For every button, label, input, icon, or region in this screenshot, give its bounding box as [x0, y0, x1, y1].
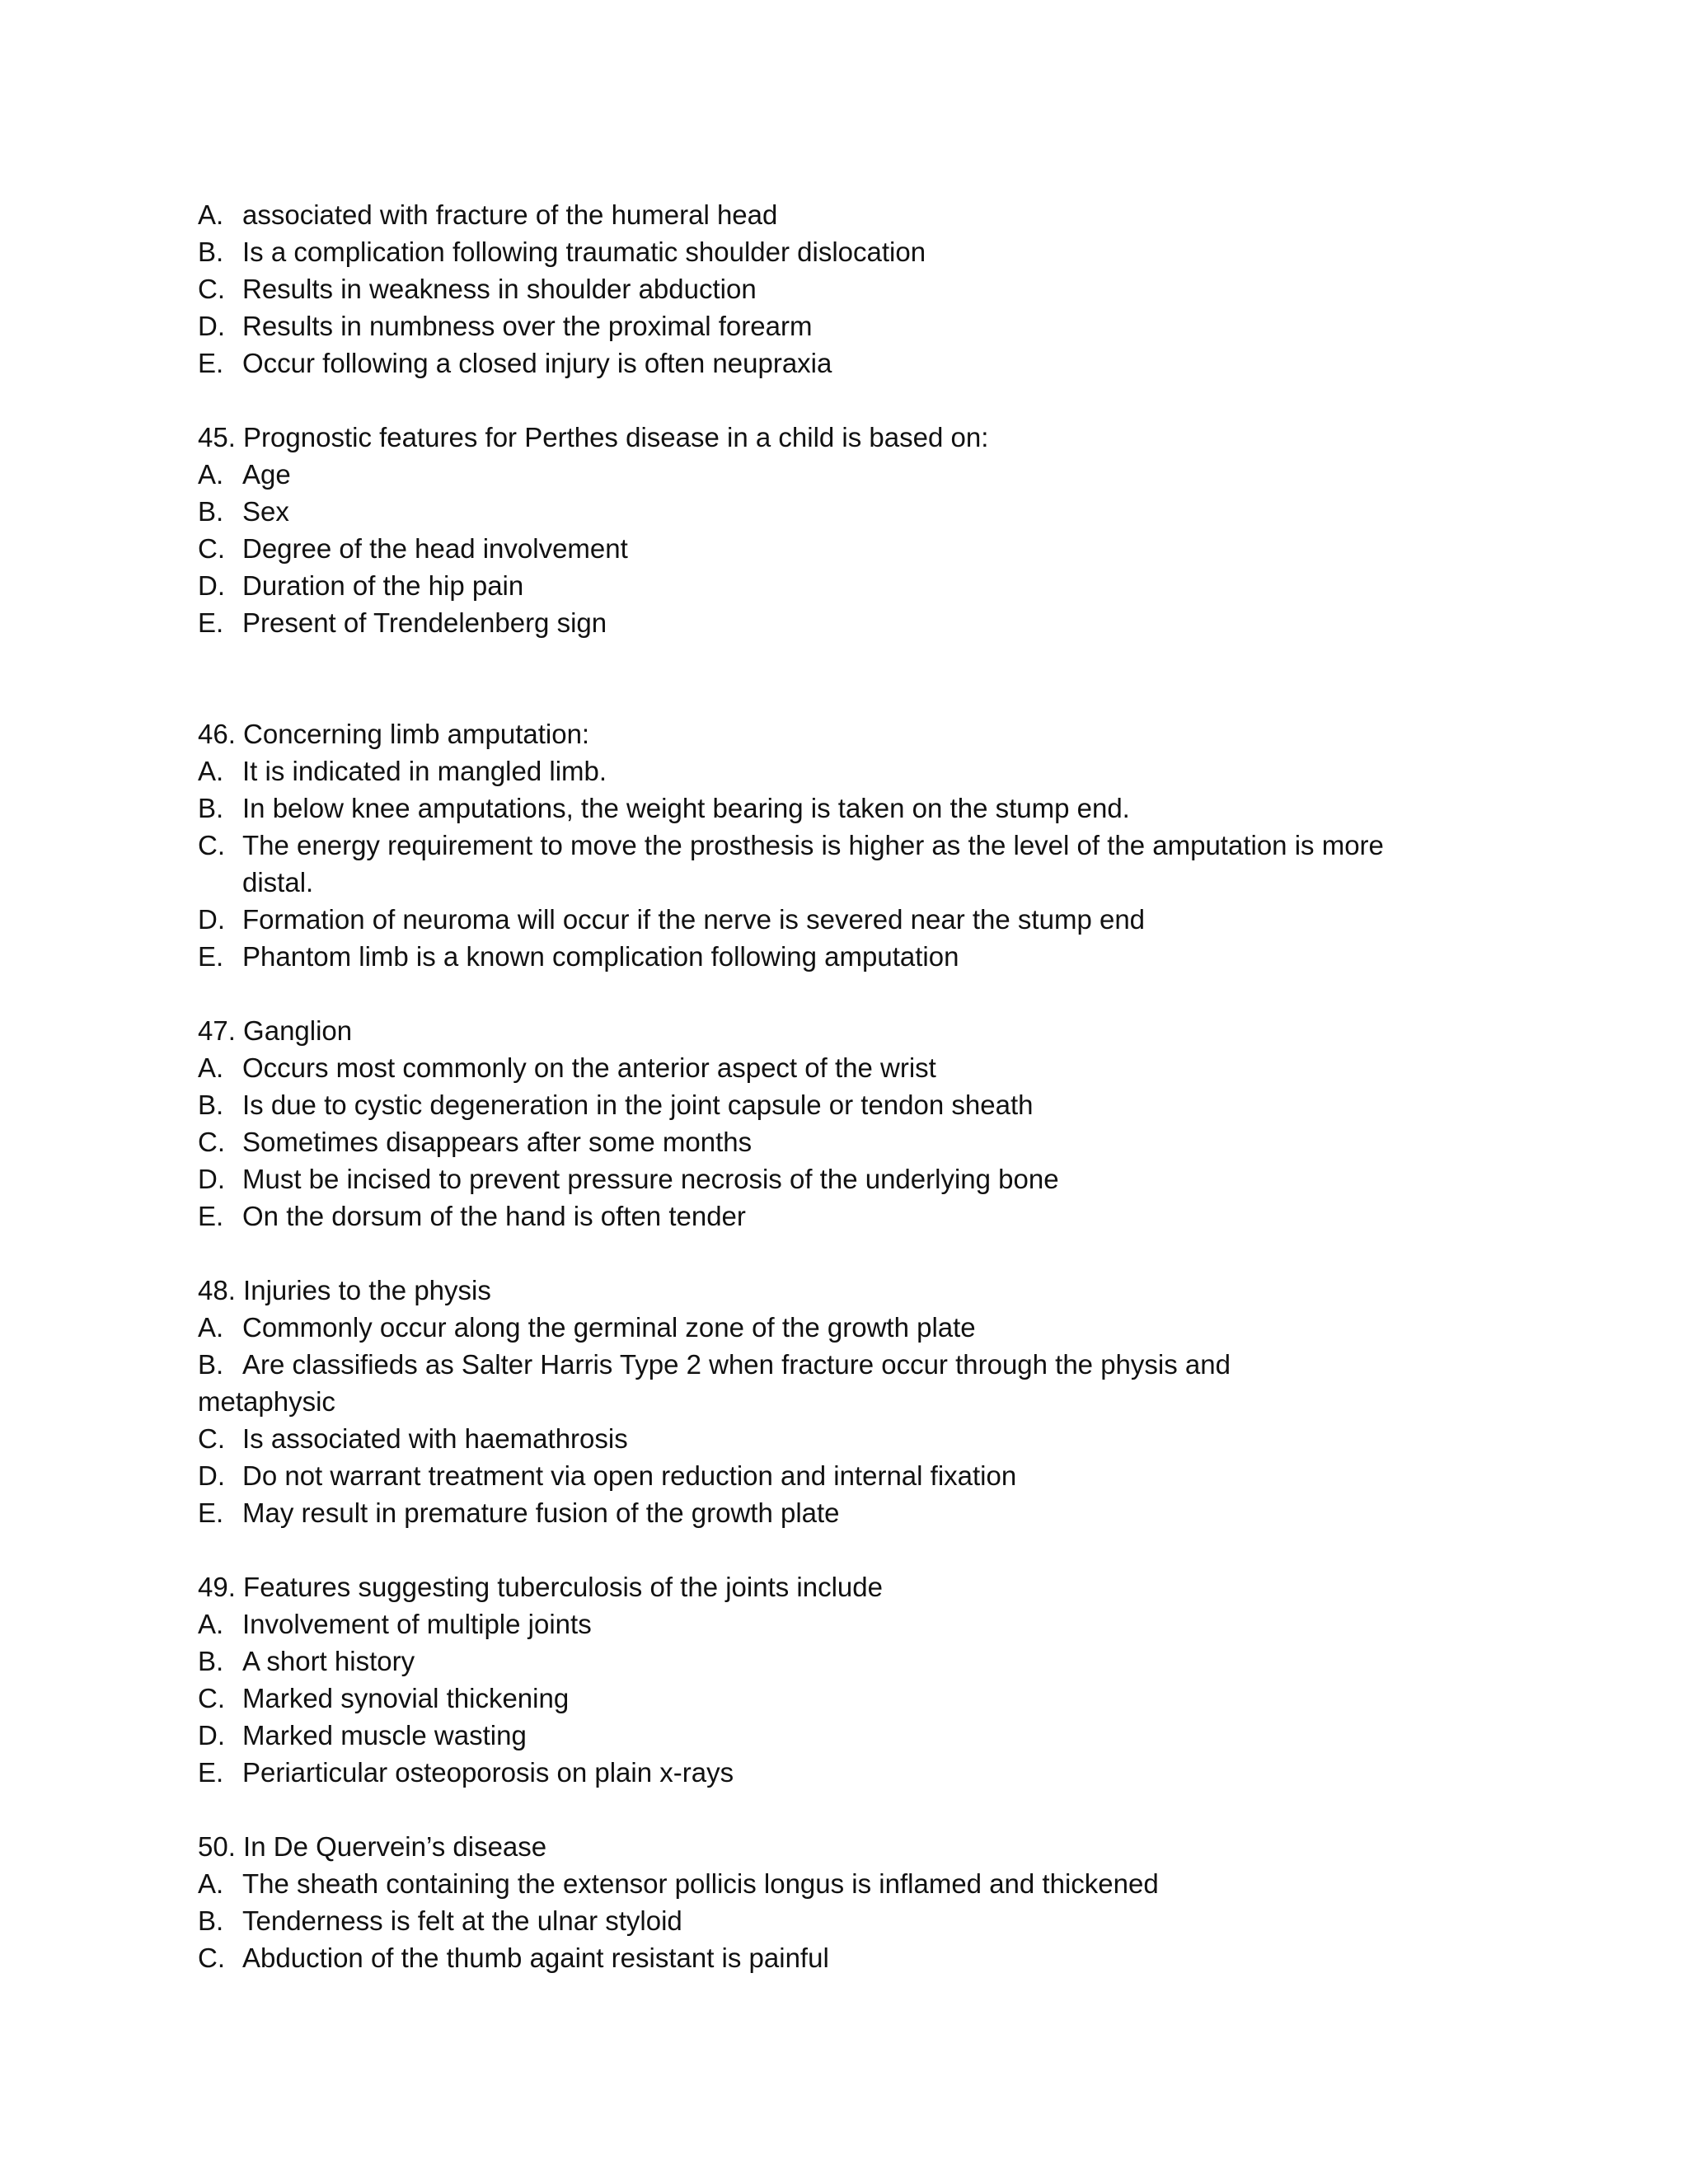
option-a	[198, 752, 1484, 790]
option-letter: B.	[198, 1090, 224, 1120]
option-letter: D.	[198, 1164, 225, 1194]
option-a	[198, 1049, 1484, 1086]
option-letter: C.	[198, 1423, 225, 1454]
option-letter: B.	[198, 793, 224, 823]
option-text: The sheath containing the extensor pollicis longus is inflamed and thickened	[242, 1868, 1159, 1899]
option-text: Are classifieds as Salter Harris Type 2 when fracture occur through the physis and	[242, 1349, 1231, 1380]
option-c	[198, 827, 1484, 901]
option-text: Phantom limb is a known complication following amputation	[242, 941, 959, 972]
option-letter: C.	[198, 533, 225, 564]
option-letter: C.	[198, 1683, 225, 1713]
option-letter: D.	[198, 1720, 225, 1750]
option-b	[198, 1902, 1484, 1939]
option-letter: A.	[198, 756, 224, 786]
option-b	[198, 233, 1484, 270]
option-e	[198, 344, 1484, 382]
question-title: 47. Ganglion	[198, 1015, 353, 1046]
option-letter: E.	[198, 1757, 224, 1788]
option-letter: B.	[198, 496, 224, 527]
option-text: Duration of the hip pain	[242, 570, 524, 601]
question-45	[198, 419, 1484, 641]
option-letter: C.	[198, 1943, 225, 1973]
option-a	[198, 1605, 1484, 1643]
option-letter: C.	[198, 830, 225, 860]
option-letter: D.	[198, 1460, 225, 1491]
option-text: Abduction of the thumb againt resistant is painful	[242, 1943, 829, 1973]
question-title: 48. Injuries to the physis	[198, 1275, 491, 1305]
option-letter: A.	[198, 199, 224, 230]
option-letter: B.	[198, 1646, 224, 1676]
option-a	[198, 456, 1484, 493]
option-letter: B.	[198, 237, 224, 267]
option-d	[198, 307, 1484, 344]
option-text: On the dorsum of the hand is often tender	[242, 1201, 746, 1231]
option-text: Results in weakness in shoulder abduction	[242, 274, 757, 304]
option-e	[198, 1754, 1484, 1791]
question-title: 50. In De Quervein’s disease	[198, 1831, 547, 1862]
option-letter: A.	[198, 1052, 224, 1083]
option-b	[198, 493, 1484, 530]
option-letter: B.	[198, 1905, 224, 1936]
option-letter: A.	[198, 1868, 224, 1899]
option-a	[198, 1309, 1484, 1346]
question-47	[198, 1012, 1484, 1235]
option-text: Sex	[242, 496, 289, 527]
option-e	[198, 604, 1484, 641]
option-text: Marked synovial thickening	[242, 1683, 570, 1713]
option-text: Periarticular osteoporosis on plain x-rays	[242, 1757, 734, 1788]
option-d	[198, 1160, 1484, 1197]
question-title: 49. Features suggesting tuberculosis of the joints include	[198, 1572, 883, 1602]
option-text: It is indicated in mangled limb.	[242, 756, 607, 786]
option-text: Marked muscle wasting	[242, 1720, 527, 1750]
option-letter: E.	[198, 941, 224, 972]
option-d	[198, 1717, 1484, 1754]
option-text: Commonly occur along the germinal zone of the growth plate	[242, 1312, 976, 1343]
option-b-continuation: metaphysic	[198, 1386, 335, 1417]
option-text: Age	[242, 459, 291, 490]
option-text: A short history	[242, 1646, 415, 1676]
question-title: 46. Concerning limb amputation:	[198, 719, 590, 749]
option-a	[198, 196, 1484, 233]
option-letter: A.	[198, 1312, 224, 1343]
option-text: Results in numbness over the proximal forearm	[242, 311, 813, 341]
option-b	[198, 1346, 1484, 1383]
option-text: Degree of the head involvement	[242, 533, 628, 564]
option-b	[198, 790, 1484, 827]
option-letter: C.	[198, 1127, 225, 1157]
question-46	[198, 715, 1484, 975]
option-c	[198, 1939, 1484, 1976]
option-c	[198, 1123, 1484, 1160]
option-d	[198, 1457, 1484, 1494]
option-b	[198, 1086, 1484, 1123]
option-text: Occurs most commonly on the anterior aspect of the wrist	[242, 1052, 936, 1083]
option-c	[198, 270, 1484, 307]
option-text: May result in premature fusion of the growth plate	[242, 1497, 840, 1528]
option-letter: D.	[198, 904, 225, 935]
question-49	[198, 1568, 1484, 1791]
option-letter: D.	[198, 570, 225, 601]
option-letter: A.	[198, 459, 224, 490]
option-text: Present of Trendelenberg sign	[242, 607, 607, 638]
option-text: The energy requirement to move the prosthesis is higher as the level of the amputation is more distal.	[242, 830, 1384, 898]
option-letter: A.	[198, 1609, 224, 1639]
option-text: Involvement of multiple joints	[242, 1609, 592, 1639]
option-c	[198, 1420, 1484, 1457]
question-list	[198, 196, 1484, 1976]
option-c	[198, 530, 1484, 567]
option-text: Is associated with haemathrosis	[242, 1423, 628, 1454]
option-letter: E.	[198, 1201, 224, 1231]
option-text: associated with fracture of the humeral head	[242, 199, 778, 230]
option-text: Formation of neuroma will occur if the nerve is severed near the stump end	[242, 904, 1146, 935]
option-letter: C.	[198, 274, 225, 304]
option-d	[198, 901, 1484, 938]
question-title: 45. Prognostic features for Perthes disease in a child is based on:	[198, 422, 989, 452]
option-text: Sometimes disappears after some months	[242, 1127, 753, 1157]
option-letter: E.	[198, 607, 224, 638]
previous-question-options	[198, 196, 1484, 382]
question-48	[198, 1272, 1484, 1531]
option-c	[198, 1680, 1484, 1717]
option-e	[198, 938, 1484, 975]
option-letter: B.	[198, 1349, 224, 1380]
question-50	[198, 1828, 1484, 1976]
option-e	[198, 1494, 1484, 1531]
option-e	[198, 1197, 1484, 1235]
option-text: Tenderness is felt at the ulnar styloid	[242, 1905, 682, 1936]
option-text: Is due to cystic degeneration in the joint capsule or tendon sheath	[242, 1090, 1034, 1120]
option-d	[198, 567, 1484, 604]
option-text: Is a complication following traumatic shoulder dislocation	[242, 237, 926, 267]
option-b	[198, 1643, 1484, 1680]
option-letter: E.	[198, 348, 224, 378]
option-text: Occur following a closed injury is often neupraxia	[242, 348, 832, 378]
option-text: Do not warrant treatment via open reduction and internal fixation	[242, 1460, 1017, 1491]
option-a	[198, 1865, 1484, 1902]
option-letter: D.	[198, 311, 225, 341]
option-text: In below knee amputations, the weight bearing is taken on the stump end.	[242, 793, 1130, 823]
option-text: Must be incised to prevent pressure necrosis of the underlying bone	[242, 1164, 1059, 1194]
option-letter: E.	[198, 1497, 224, 1528]
